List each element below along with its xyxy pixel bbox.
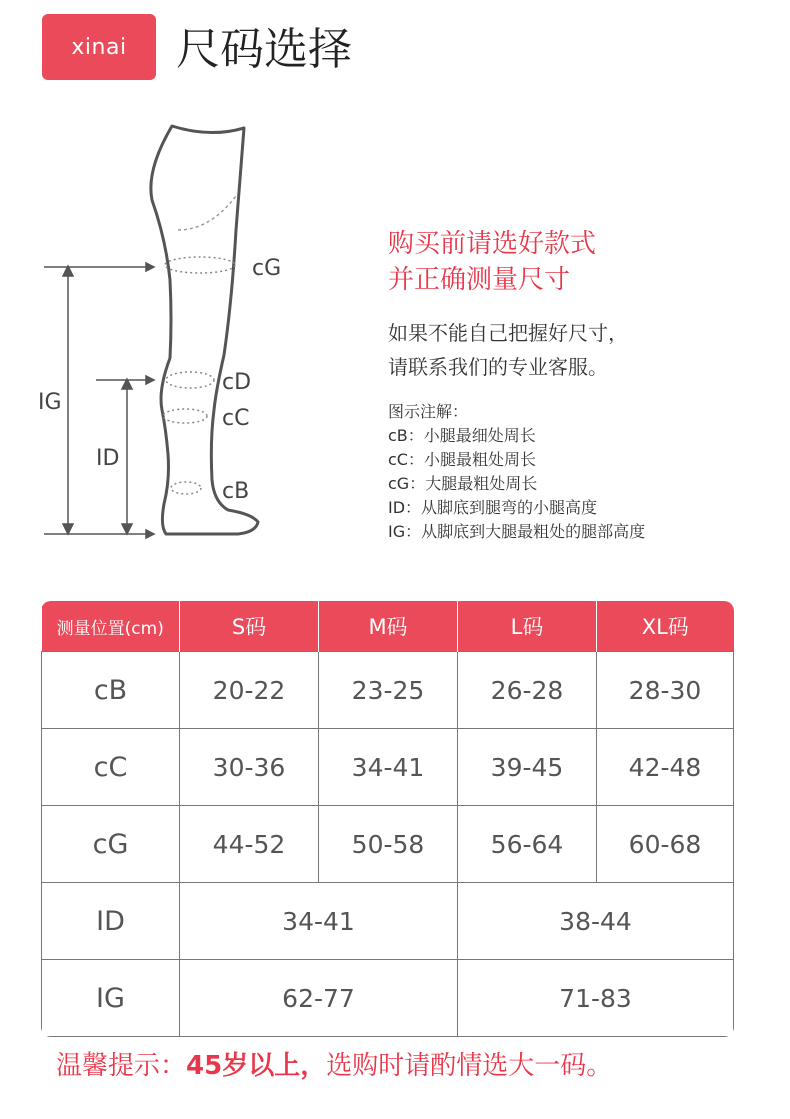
header-size-l: L码 [458,601,597,652]
leg-measurement-diagram [0,100,380,560]
table-cell: 50-58 [319,806,458,883]
legend-item-id: ID：从脚底到腿弯的小腿高度 [388,498,598,517]
table-cell: 20-22 [180,652,319,729]
table-cell: 28-30 [597,652,734,729]
table-cell: 39-45 [458,729,597,806]
leg-diagram-svg [0,100,380,560]
table-cell: 30-36 [180,729,319,806]
table-cell: 26-28 [458,652,597,729]
table-cell: 34-41 [180,883,458,960]
row-label: cC [42,729,180,806]
contact-note [388,316,768,384]
table-cell: 56-64 [458,806,597,883]
size-table [41,601,734,1037]
note-line-1: 如果不能自己把握好尺寸， [388,321,628,345]
tip-note [56,1046,612,1086]
label-cb: cB [222,479,250,504]
legend-item-cg: cG：大腿最粗处周长 [388,474,538,493]
label-ig: IG [38,390,62,415]
row-label: cB [42,652,180,729]
header-size-m: M码 [319,601,458,652]
table-row [42,960,734,1037]
table-cell: 38-44 [458,883,734,960]
row-label: ID [42,883,180,960]
headline-line-1: 购买前请选好款式 [388,229,597,259]
label-cg: cG [252,256,282,281]
label-cc: cC [222,406,250,431]
header-size-xl: XL码 [597,601,734,652]
table-cell: 62-77 [180,960,458,1037]
tip-emphasis: 45岁以上， [186,1051,327,1081]
table-row [42,652,734,729]
label-cd: cD [222,370,252,395]
table-cell: 42-48 [597,729,734,806]
headline-line-2: 并正确测量尺寸 [388,265,571,295]
legend-title: 图示注解： [388,402,469,421]
table-cell: 60-68 [597,806,734,883]
label-id: ID [96,446,120,471]
header-size-s: S码 [180,601,319,652]
table-cell: 44-52 [180,806,319,883]
table-header-row [42,601,734,652]
table-row [42,729,734,806]
brand-logo-text: xinai [71,34,127,60]
page-title: 尺码选择 [176,24,352,75]
brand-logo [42,14,156,80]
row-label: cG [42,806,180,883]
table-cell: 34-41 [319,729,458,806]
table-row [42,806,734,883]
tip-prefix: 温馨提示： [56,1051,187,1081]
legend-item-cb: cB：小腿最细处周长 [388,426,536,445]
note-line-2: 请联系我们的专业客服。 [388,355,608,379]
header-position: 测量位置(cm) [42,601,180,652]
table-row [42,883,734,960]
leg-outline [151,126,258,534]
legend-item-ig: IG：从脚底到大腿最粗处的腿部高度 [388,522,646,541]
tip-suffix: 选购时请酌情选大一码。 [326,1051,613,1081]
table-cell: 23-25 [319,652,458,729]
table-cell: 71-83 [458,960,734,1037]
row-label: IG [42,960,180,1037]
legend-item-cc: cC：小腿最粗处周长 [388,450,536,469]
legend [388,400,768,544]
headline [388,226,768,298]
info-panel [388,226,768,544]
